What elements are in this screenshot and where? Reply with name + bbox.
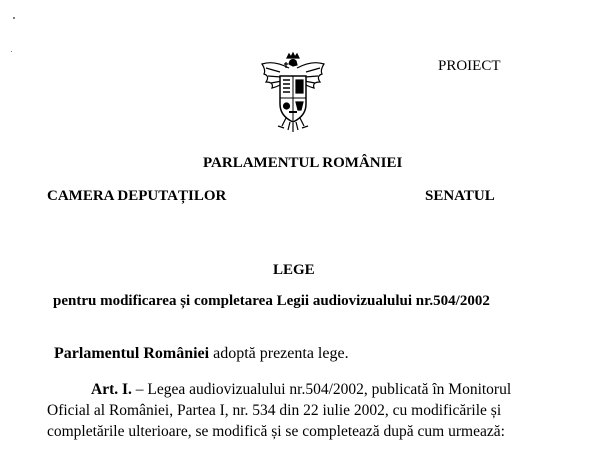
article-line-1 <box>91 381 511 399</box>
romania-coat-of-arms-icon <box>256 52 330 134</box>
parliament-heading: PARLAMENTUL ROMÂNIEI <box>203 155 403 171</box>
chamber-deputies-label: CAMERA DEPUTAȚILOR <box>47 188 227 204</box>
article-line-2: Oficial al României, Partea I, nr. 534 din 22 iulie 2002, cu modificările și <box>47 402 502 419</box>
law-subtitle: pentru modificarea și completarea Legii audiovizualului nr.504/2002 <box>53 293 490 309</box>
scan-speck <box>11 51 12 52</box>
intro-rest: adoptă prezenta lege. <box>209 345 349 362</box>
article-line-3: completările ulterioare, se modifică și se completează după cum urmează: <box>47 423 505 440</box>
article-line-1-text: – Legea audiovizualului nr.504/2002, publicată în Monitorul <box>131 381 512 398</box>
law-title: LEGE <box>273 262 315 278</box>
intro-paragraph <box>54 345 349 363</box>
intro-bold: Parlamentul României <box>54 345 210 362</box>
article-label: Art. I. <box>91 381 132 398</box>
scan-speck <box>13 17 15 19</box>
senate-label: SENATUL <box>425 188 495 204</box>
draft-label: PROIECT <box>438 58 501 74</box>
